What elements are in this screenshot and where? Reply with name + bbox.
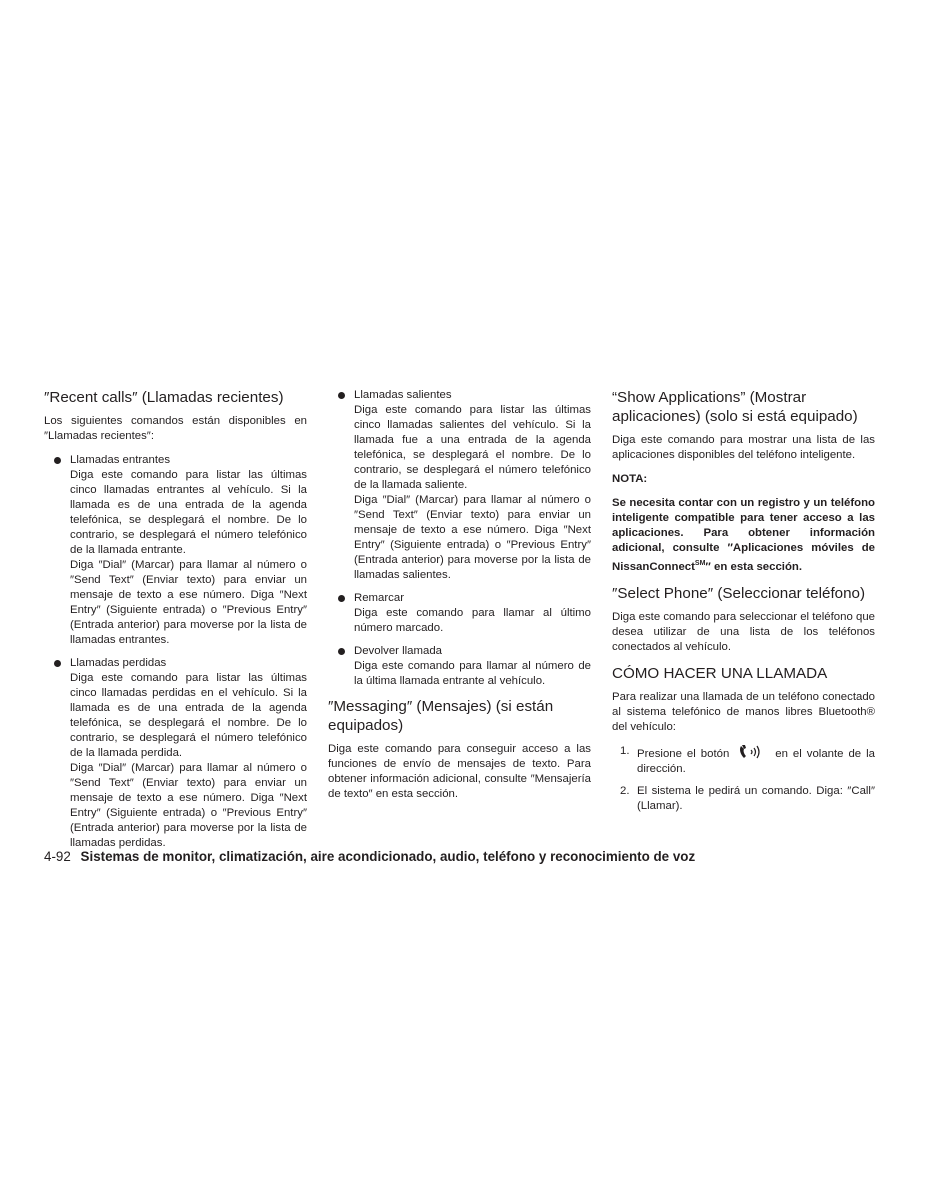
list-item-text: Diga ″Dial″ (Marcar) para llamar al número o ″Send Text″ (Enviar texto) para enviar un mensaje de texto a ese número. Diga ″Next Entry″ (Siguiente entrada) o ″Previous Entry″ (Entrada anterior) para moverse por la lista de llamadas entrantes. (70, 559, 307, 646)
step-number: 2. (620, 784, 630, 797)
list-item-text: Diga este comando para listar las últimas cinco llamadas entrantes al vehículo. Si la llamada es de una entrada de la agenda telefónica, se desplegará el nombre. De lo contrario, se desplegará el número telefónico de la llamada entrante. (70, 469, 307, 556)
list-item-text: Diga este comando para listar las últimas cinco llamadas perdidas en el vehículo. Si la llamada es de una entrada de la agenda telefónica, se desplegará el nombre. De lo contrario, se desplegará el número telefónico de la llamada perdida. (70, 672, 307, 759)
bullet-icon (54, 660, 61, 667)
note-text-end: ″ en esta sección. (705, 560, 803, 573)
list-item-title: Llamadas perdidas (70, 657, 167, 669)
note-text (612, 496, 875, 575)
phone-voice-icon (738, 744, 766, 760)
step-item (612, 744, 875, 777)
recent-calls-heading: ″Recent calls″ (Llamadas recientes) (44, 389, 284, 406)
column-right (612, 388, 875, 821)
column-left (44, 388, 307, 859)
show-applications-body: Diga este comando para mostrar una lista de las aplicaciones disponibles del teléfono inteligente. (612, 434, 875, 461)
select-phone-heading: ″Select Phone″ (Seleccionar teléfono) (612, 584, 866, 602)
list-item (44, 656, 307, 851)
recent-calls-intro: Los siguientes comandos están disponibles en ″Llamadas recientes″: (44, 415, 307, 442)
list-item-text: Diga este comando para listar las últimas cinco llamadas salientes del vehículo. Si la llamada fue a una entrada de la agenda telefónica, se desplegará el nombre. De lo contrario, se desplegará el número telefónico de la llamada saliente. (354, 404, 591, 491)
list-item-title: Remarcar (354, 592, 405, 604)
recent-calls-list-continued (328, 388, 591, 689)
select-phone-body: Diga este comando para seleccionar el teléfono que desea utilizar de una lista de los teléfonos conectados al vehículo. (612, 610, 875, 653)
messaging-heading: ″Messaging″ (Mensajes) (si están equipados) (328, 698, 554, 734)
step-text: en el volante de la dirección. (637, 747, 875, 775)
recent-calls-list (44, 453, 307, 851)
bullet-icon (54, 457, 61, 464)
list-item (328, 644, 591, 689)
list-item-text: Diga ″Dial″ (Marcar) para llamar al número o ″Send Text″ (Enviar texto) para enviar un mensaje de texto a ese número. Diga ″Next Entry″ (Siguiente entrada) o ″Previous Entry″ (Entrada anterior) para moverse por la lista de llamadas salientes. (354, 494, 591, 581)
messaging-body: Diga este comando para conseguir acceso a las funciones de envío de mensajes de texto. Para obtener información adicional, consulte ″Mensajería de texto″ en esta sección. (328, 743, 591, 800)
list-item (328, 388, 591, 583)
list-item (44, 453, 307, 648)
service-mark: SM (694, 560, 706, 567)
step-text: El sistema le pedirá un comando. Diga: ″Call″ (Llamar). (637, 784, 875, 812)
make-call-heading: CÓMO HACER UNA LLAMADA (612, 664, 828, 682)
list-item-text: Diga este comando para llamar al número de la última llamada entrante al vehículo. (354, 660, 591, 687)
bullet-icon (338, 595, 345, 602)
note-text-main: Se necesita contar con un registro y un teléfono inteligente compatible para tener acceso a las aplicaciones. Para obtener información adicional, consulte ″Aplicaciones móviles de NissanConnect (612, 497, 875, 573)
step-item (612, 784, 875, 814)
list-item (328, 591, 591, 636)
step-text: Presione el botón (637, 747, 730, 760)
list-item-text: Diga este comando para llamar al último número marcado. (354, 607, 591, 634)
section-title: Sistemas de monitor, climatización, aire acondicionado, audio, teléfono y reconocimiento de voz (80, 849, 696, 864)
step-number: 1. (620, 744, 630, 757)
bullet-icon (338, 648, 345, 655)
make-call-steps (612, 744, 875, 814)
list-item-title: Llamadas entrantes (70, 454, 171, 466)
list-item-title: Devolver llamada (354, 645, 442, 657)
list-item-text: Diga ″Dial″ (Marcar) para llamar al número o ″Send Text″ (Enviar texto) para enviar un mensaje de texto a ese número. Diga ″Next Entry″ (Siguiente entrada) o ″Previous Entry″ (Entrada anterior) para moverse por la lista de llamadas perdidas. (70, 762, 307, 849)
bullet-icon (338, 392, 345, 399)
page-number: 4-92 (44, 849, 71, 864)
make-call-body: Para realizar una llamada de un teléfono conectado al sistema telefónico de manos libres Bluetooth® del vehículo: (612, 690, 875, 733)
note-label: NOTA: (612, 473, 648, 485)
page-footer (44, 848, 884, 866)
column-middle (328, 388, 591, 811)
list-item-title: Llamadas salientes (354, 389, 452, 401)
show-applications-heading: “Show Applications” (Mostrar aplicaciones) (solo si está equipado) (612, 389, 858, 425)
